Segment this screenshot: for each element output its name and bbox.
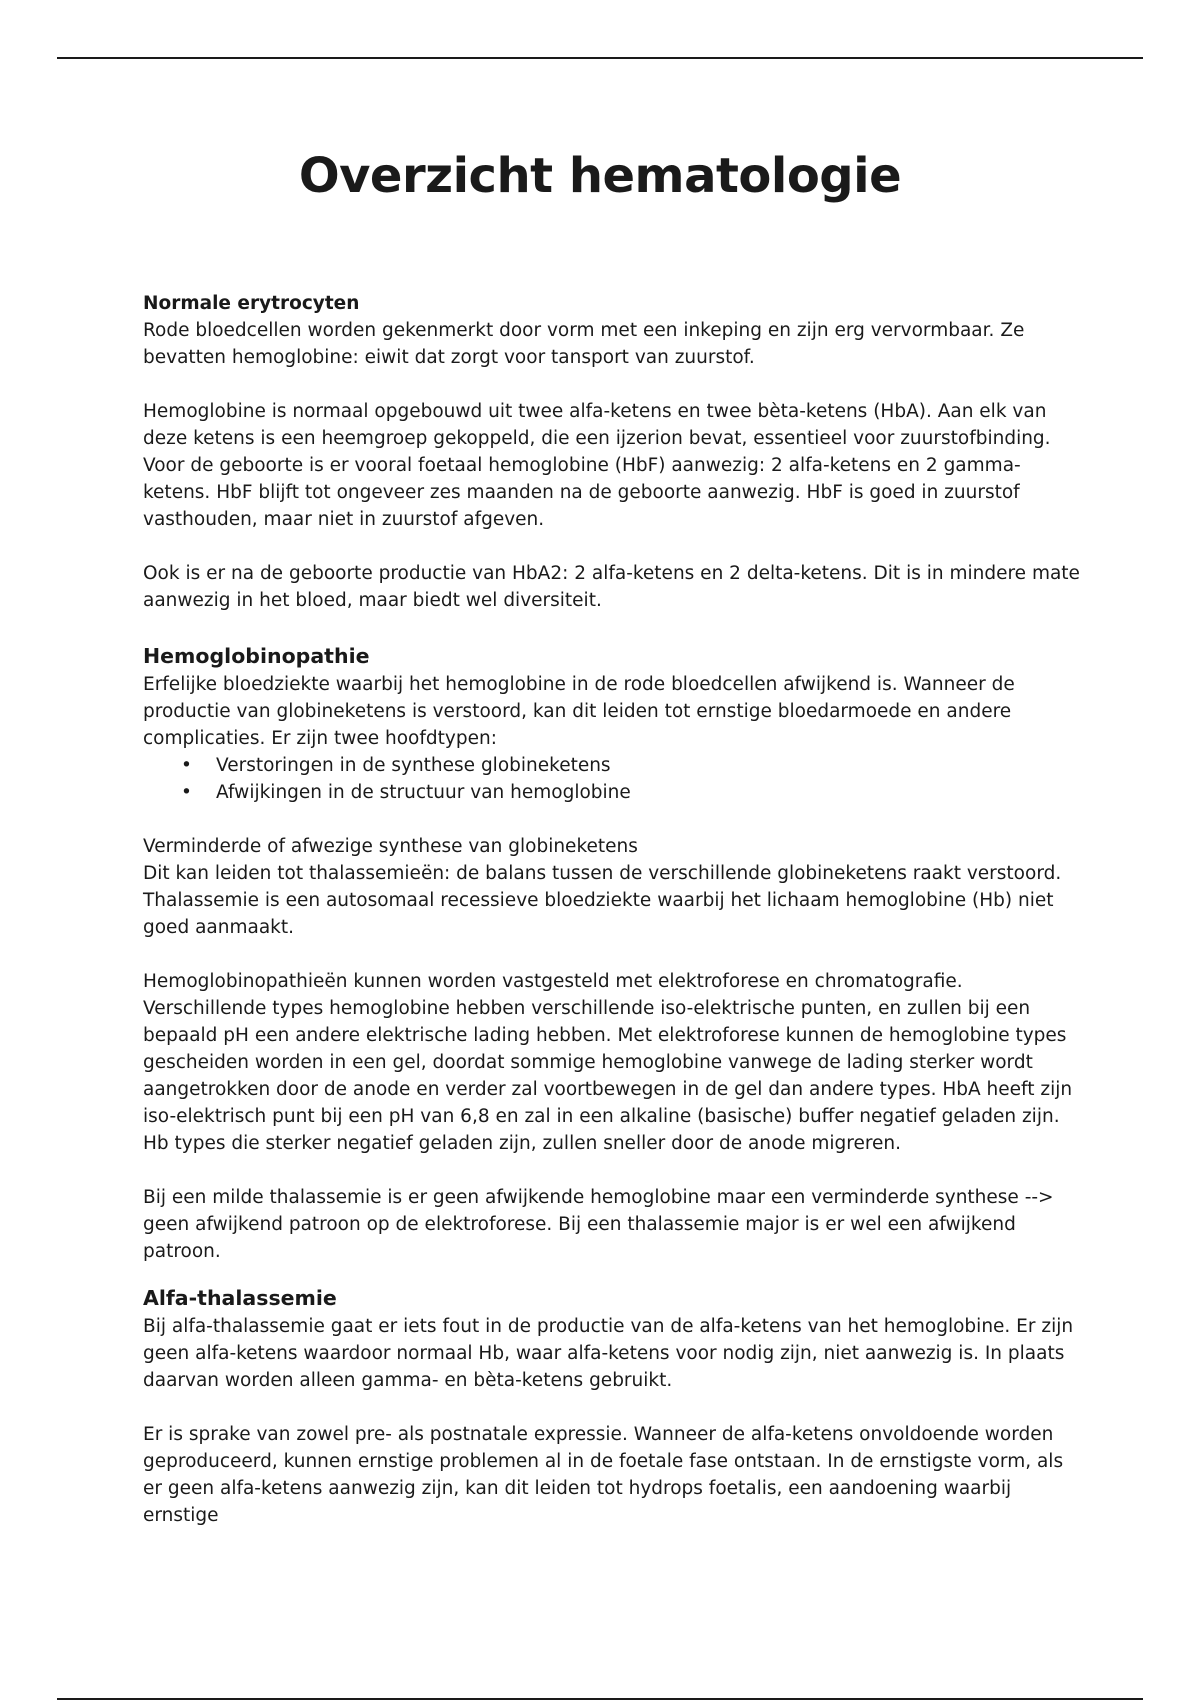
bullet-list <box>143 752 1083 806</box>
list-item <box>143 752 1083 779</box>
paragraph: Bij alfa-thalassemie gaat er iets fout in de productie van de alfa-ketens van het hemoglobine. Er zijn geen alfa-ketens waardoor normaal Hb, waar alfa-ketens voor nodig zijn, niet aanwezig is. In plaats daarvan worden alleen gamma- en bèta-ketens gebruikt. <box>143 1316 1074 1391</box>
bullet-icon: • <box>181 755 192 776</box>
paragraph: Hemoglobinopathieën kunnen worden vastgesteld met elektroforese en chromatografie. Verschillende types hemoglobine hebben verschillende iso-elektrische punten, en zullen bij een bepaald pH een andere elektrische lading hebben. Met elektroforese kunnen de hemoglobine types gescheiden worden in een gel, doordat sommige hemoglobine vanwege de lading sterker wordt aangetrokken door de anode en verder zal voortbewegen in de gel dan andere types. HbA heeft zijn iso-elektrisch punt bij een pH van 6,8 en zal in een alkaline (basische) buffer negatief geladen zijn. Hb types die sterker negatief geladen zijn, zullen sneller door de anode migreren. <box>143 971 1073 1154</box>
header-rule <box>57 57 1143 59</box>
document-body <box>143 290 1083 1529</box>
paragraph: Rode bloedcellen worden gekenmerkt door vorm met een inkeping en zijn erg vervormbaar. Ze bevatten hemoglobine: eiwit dat zorgt voor tansport van zuurstof. <box>143 320 1025 368</box>
section-heading-alfa-thalassemie: Alfa-thalassemie <box>143 1286 337 1310</box>
paragraph: Dit kan leiden tot thalassemieën: de balans tussen de verschillende globineketens raakt verstoord. Thalassemie is een autosomaal recessieve bloedziekte waarbij het lichaam hemoglobine (Hb) niet goed aanmaakt. <box>143 863 1062 938</box>
paragraph: Hemoglobine is normaal opgebouwd uit twee alfa-ketens en twee bèta-ketens (HbA). Aan elk van deze ketens is een heemgroep gekoppeld, die een ijzerion bevat, essentieel voor zuurstofbinding. Voor de geboorte is er vooral foetaal hemoglobine (HbF) aanwezig: 2 alfa-ketens en 2 gamma-ketens. HbF blijft tot ongeveer zes maanden na de geboorte aanwezig. HbF is goed in zuurstof vasthouden, maar niet in zuurstof afgeven. <box>143 401 1051 530</box>
paragraph-gap <box>143 1394 1083 1421</box>
paragraph-gap <box>143 614 1083 641</box>
paragraph-gap <box>143 1157 1083 1184</box>
list-item-text: Afwijkingen in de structuur van hemoglobine <box>216 782 631 803</box>
paragraph-gap <box>143 941 1083 968</box>
list-item <box>143 779 1083 806</box>
bullet-icon: • <box>181 782 192 803</box>
subheading: Verminderde of afwezige synthese van globineketens <box>143 836 638 857</box>
section-heading-normale-erytrocyten: Normale erytrocyten <box>143 293 360 314</box>
paragraph-gap <box>143 806 1083 833</box>
paragraph: Ook is er na de geboorte productie van HbA2: 2 alfa-ketens en 2 delta-ketens. Dit is in mindere mate aanwezig in het bloed, maar biedt wel diversiteit. <box>143 563 1080 611</box>
paragraph-gap <box>143 533 1083 560</box>
page-title: Overzicht hematologie <box>298 148 902 204</box>
paragraph: Bij een milde thalassemie is er geen afwijkende hemoglobine maar een verminderde synthese --> geen afwijkend patroon op de elektroforese. Bij een thalassemie major is er wel een afwijkend patroon. <box>143 1187 1054 1262</box>
paragraph-gap <box>143 1265 1083 1283</box>
paragraph-gap <box>143 371 1083 398</box>
paragraph: Er is sprake van zowel pre- als postnatale expressie. Wanneer de alfa-ketens onvoldoende worden geproduceerd, kunnen ernstige problemen al in de foetale fase ontstaan. In de ernstigste vorm, als er geen alfa-ketens aanwezig zijn, kan dit leiden tot hydrops foetalis, een aandoening waarbij ernstige <box>143 1424 1064 1526</box>
section-heading-hemoglobinopathie: Hemoglobinopathie <box>143 644 370 668</box>
list-item-text: Verstoringen in de synthese globineketens <box>216 755 611 776</box>
paragraph: Erfelijke bloedziekte waarbij het hemoglobine in de rode bloedcellen afwijkend is. Wanneer de productie van globineketens is verstoord, kan dit leiden tot ernstige bloedarmoede en andere complicaties. Er zijn twee hoofdtypen: <box>143 674 1015 749</box>
